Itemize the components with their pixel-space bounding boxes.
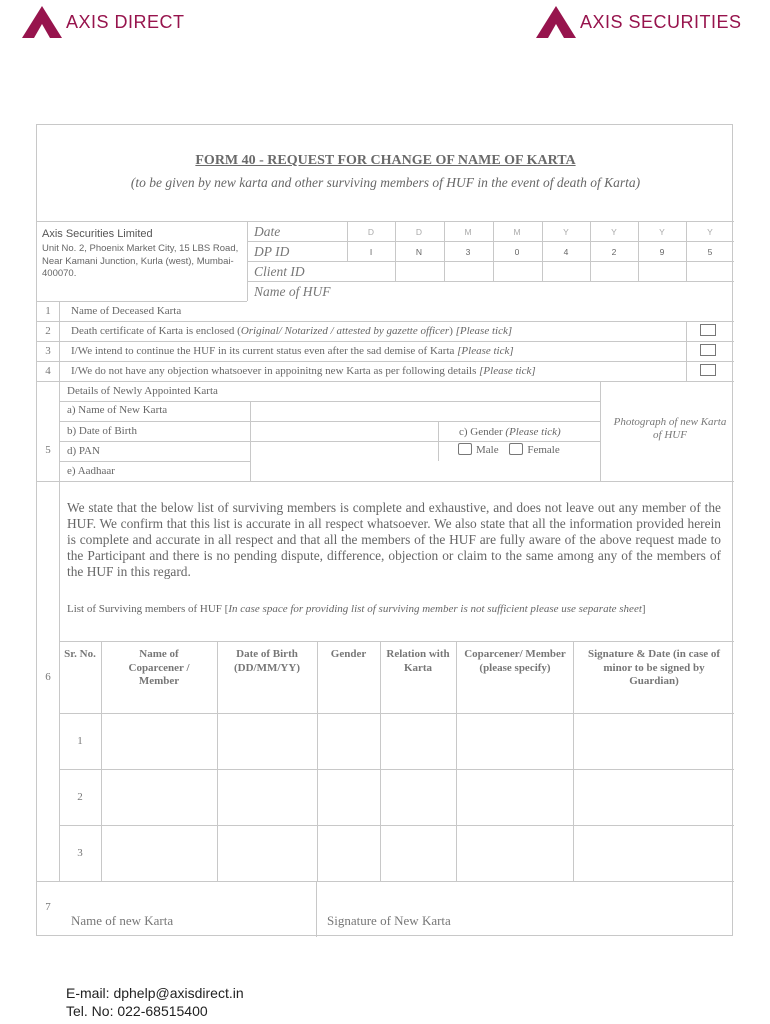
row-5-number: 5	[45, 444, 51, 456]
member-row-2: 2	[77, 791, 83, 803]
declaration-statement: We state that the below list of surviving members is complete and exhaustive, and does not leave out any member of the HUF. We confirm that this list is accurate in all respect whatsoever. We also state that all the information provided herein is complete and accurate in all respect and that all the members of the HUF are fully aware of the above request made to the Participant and there is no pending dispute, difference, objection or claim to the same among any of the members of the HUF in this regard.	[67, 500, 721, 579]
axis-triangle-icon	[534, 4, 578, 40]
continue-huf-text: I/We intend to continue the HUF in its current status even after the sad demise of Karta [Please tick]	[71, 345, 514, 357]
male-label: Male	[476, 444, 499, 456]
dpid-cell: N	[415, 247, 423, 257]
client-id-field[interactable]	[347, 262, 638, 280]
row-2-number: 2	[45, 325, 51, 337]
client-id-label: Client ID	[254, 264, 305, 279]
form-title: FORM 40 - REQUEST FOR CHANGE OF NAME OF KARTA	[195, 153, 576, 168]
death-certificate-text: Death certificate of Karta is enclosed (Original/ Notarized / attested by gazette officer) [Please tick]	[71, 325, 513, 337]
dpid-cell: 4	[563, 247, 569, 257]
company-name: Axis Securities Limited	[42, 228, 153, 240]
huf-name-field[interactable]	[347, 282, 733, 300]
row-3-number: 3	[45, 345, 51, 357]
new-karta-pan-field[interactable]	[251, 442, 437, 460]
continue-huf-checkbox[interactable]	[700, 344, 716, 356]
new-karta-heading: Details of Newly Appointed Karta	[67, 385, 218, 397]
col-sr-no: Sr. No.	[64, 648, 96, 660]
date-cell[interactable]: D	[415, 227, 423, 237]
new-karta-signature-footer: Signature of New Karta	[327, 913, 451, 928]
axis-securities-logo	[534, 4, 742, 40]
dpid-label: DP ID	[254, 244, 290, 259]
col-signature: Signature & Date (in case of minor to be signed by Guardian)	[587, 648, 721, 687]
new-karta-name-label: a) Name of New Karta	[67, 404, 168, 416]
row-1-number: 1	[45, 305, 51, 317]
col-gender: Gender	[330, 648, 367, 660]
company-address: Unit No. 2, Phoenix Market City, 15 LBS Road, Near Kamani Junction, Kurla (west), Mumbai-400070.	[42, 243, 239, 279]
new-karta-name-field[interactable]	[251, 402, 599, 420]
no-objection-text: I/We do not have any objection whatsoever in appoinitng new Karta as per following details [Please tick]	[71, 365, 536, 377]
death-certificate-checkbox[interactable]	[700, 324, 716, 336]
new-karta-aadhaar-label: e) Aadhaar	[67, 465, 115, 477]
dpid-cell: 3	[465, 247, 471, 257]
member-row-3: 3	[77, 847, 83, 859]
dpid-cell: 5	[707, 247, 713, 257]
new-karta-dob-field[interactable]	[251, 422, 437, 440]
huf-name-label: Name of HUF	[254, 284, 331, 299]
dpid-cell: 9	[659, 247, 665, 257]
row-6-number: 6	[45, 671, 51, 683]
form-40	[36, 124, 733, 936]
row-7-number: 7	[45, 901, 51, 913]
member-row-1: 1	[77, 735, 83, 747]
new-karta-pan-label: d) PAN	[67, 445, 100, 457]
male-checkbox[interactable]	[458, 443, 472, 455]
col-coparcener: Coparcener/ Member (please specify)	[464, 648, 566, 674]
date-cell[interactable]: Y	[659, 227, 665, 237]
date-label: Date	[254, 224, 281, 239]
gender-options	[458, 443, 568, 456]
deceased-karta-field[interactable]	[248, 302, 733, 320]
new-karta-name-footer: Name of new Karta	[71, 913, 174, 928]
date-cell[interactable]: Y	[611, 227, 617, 237]
contact-phone: Tel. No: 022-68515400	[66, 1003, 208, 1019]
col-name: Name of Coparcener / Member	[128, 648, 190, 687]
date-cell[interactable]: M	[513, 227, 521, 237]
surviving-members-note: List of Surviving members of HUF [In case space for providing list of surviving member is not sufficient please use separate sheet]	[67, 603, 646, 615]
contact-email[interactable]: E-mail: dphelp@axisdirect.in	[66, 985, 244, 1001]
gender-label: c) Gender (Please tick)	[459, 426, 561, 438]
no-objection-checkbox[interactable]	[700, 364, 716, 376]
female-label: Female	[527, 444, 560, 456]
axis-direct-logo	[20, 4, 185, 40]
axis-direct-text: AXIS DIRECT	[66, 11, 185, 32]
female-checkbox[interactable]	[509, 443, 523, 455]
deceased-karta-label: Name of Deceased Karta	[71, 305, 182, 317]
date-cell[interactable]: Y	[563, 227, 569, 237]
date-cell[interactable]: Y	[707, 227, 713, 237]
date-cell[interactable]: M	[464, 227, 472, 237]
photo-placeholder[interactable]: Photograph of new Karta of HUF	[613, 416, 727, 441]
col-relation: Relation with Karta	[386, 648, 450, 674]
new-karta-dob-label: b) Date of Birth	[67, 425, 137, 437]
dpid-cell: I	[369, 247, 373, 257]
axis-securities-text: AXIS SECURITIES	[580, 11, 742, 32]
dpid-cell: 0	[514, 247, 520, 257]
form-subtitle: (to be given by new karta and other surviving members of HUF in the event of death of Karta)	[130, 175, 641, 190]
row-4-number: 4	[45, 365, 51, 377]
axis-triangle-icon	[20, 4, 64, 40]
date-cell[interactable]: D	[367, 227, 375, 237]
col-dob: Date of Birth (DD/MM/YY)	[234, 648, 300, 674]
new-karta-aadhaar-field[interactable]	[251, 462, 599, 480]
dpid-cell: 2	[611, 247, 617, 257]
